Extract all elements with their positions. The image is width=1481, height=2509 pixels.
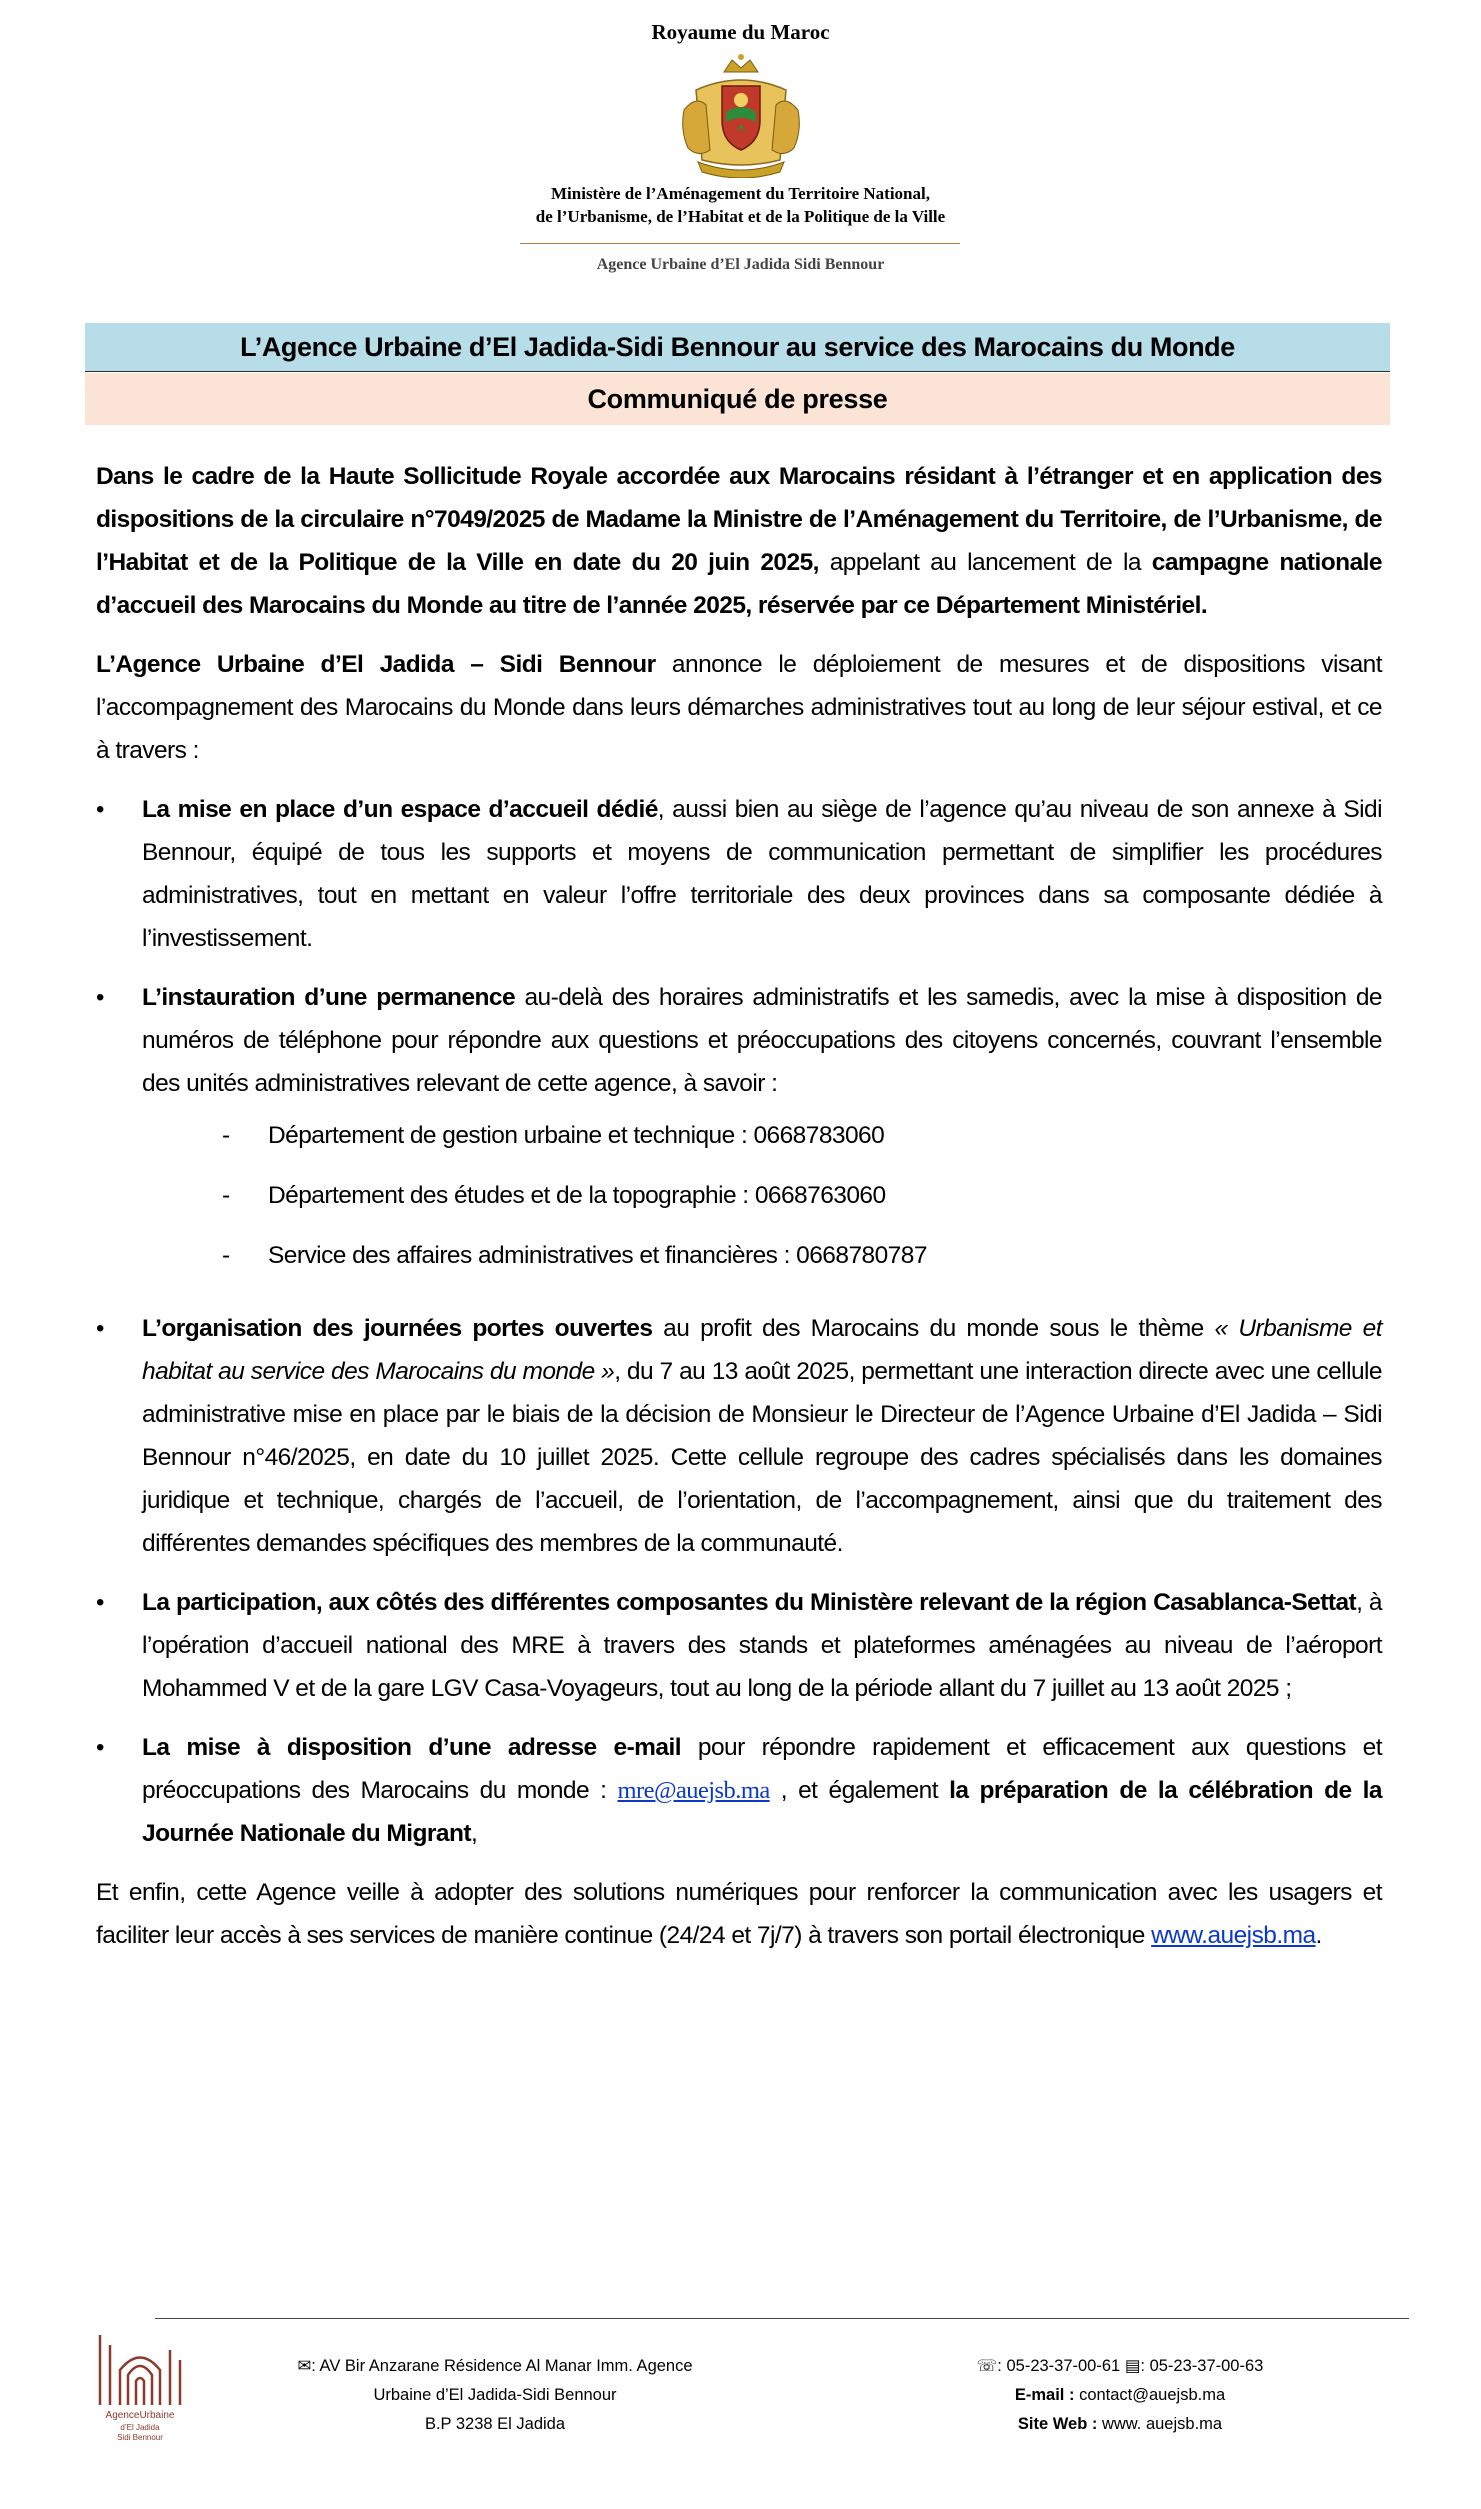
bullet-1-bold: La mise en place d’un espace d’accueil dédié (142, 796, 658, 823)
list-item (96, 976, 1382, 1291)
address-line-3: B.P 3238 El Jadida (424, 2415, 566, 2433)
closing-end: . (1315, 1922, 1322, 1949)
bullet-5-bold-2: la préparation de la célébration de la Journée Nationale du Migrant (142, 1777, 1382, 1847)
email-link[interactable]: mre@auejsb.ma (617, 1777, 770, 1804)
document-subtitle: Communiqué de presse (85, 373, 1390, 425)
phone-item-text: Service des affaires administratives et financières : 0668780787 (268, 1242, 927, 1269)
bullet-2-text: au-delà des horaires administratifs et les samedis, avec la mise à disposition de numéros de téléphone pour répondre aux questions et préoccupations des citoyens concernés, couvrant l’ensemble des unités administratives relevant de cette agence, à savoir : (142, 984, 1382, 1097)
kingdom-heading: Royaume du Maroc (651, 20, 830, 44)
agency-heading: Agence Urbaine d’El Jadida Sidi Bennour (596, 256, 885, 273)
bullet-2-bold: L’instauration d’une permanence (142, 984, 516, 1011)
fax-number: : 05-23-37-00-63 (1140, 2357, 1264, 2375)
bullet-3-bold: L’organisation des journées portes ouvertes (142, 1315, 653, 1342)
header-divider (520, 243, 960, 244)
announcement-paragraph (96, 643, 1382, 772)
closing-paragraph (96, 1871, 1382, 1957)
fax-icon: ▤ (1124, 2357, 1141, 2375)
bullet-icon: • (96, 1315, 104, 1342)
bullet-5-text-2: , et également (769, 1777, 950, 1804)
bullet-4-text: , à l’opération d’accueil national des MRE à travers des stands et plateformes aménagées au niveau de l’aéroport Mohammed V et de la gare LGV Casa-Voyageurs, tout au long de la période allant du 7 juillet au 13 août 2025 ; (142, 1589, 1382, 1702)
list-item (96, 1581, 1382, 1710)
bullet-4-bold: La participation, aux côtés des différentes composantes du Ministère relevant de la région Casablanca-Settat (142, 1589, 1357, 1616)
bullet-1-text: , aussi bien au siège de l’agence qu’au niveau de son annexe à Sidi Bennour, équipé de tous les supports et moyens de communication permettant de simplifier les procédures administratives, tout en mettant en valeur l’offre territoriale des deux provinces dans sa composante dédiée à l’investissement. (142, 796, 1382, 952)
intro-bold-2: campagne nationale d’accueil des Marocains du Monde au titre de l’année 2025, réservée par ce Département Ministériel. (96, 549, 1382, 619)
bullet-icon: • (96, 1734, 104, 1761)
phone-item-text: Département de gestion urbaine et technique : 0668783060 (268, 1122, 885, 1149)
mailbox-icon: ✉ (297, 2357, 312, 2375)
bullet-3-text-1: au profit des Marocains du monde sous le thème (652, 1315, 1215, 1342)
dash-icon: - (222, 1242, 230, 1269)
document-body (96, 455, 1382, 1973)
bullet-3-text-2: , du 7 au 13 août 2025, permettant une interaction directe avec une cellule administrative mise en place par le biais de la décision de Monsieur le Directeur de l’Agence Urbaine d’El Jadida – Sidi Bennour n°46/2025, en date du 10 juillet 2025. Cette cellule regroupe des cadres spécialisés dans les domaines juridique et technique, chargés de l’accueil, de l’orientation, de l’accompagnement, ainsi que du traitement des différentes demandes spécifiques des membres de la communauté. (142, 1358, 1383, 1557)
bullet-5-text-3: , (471, 1820, 478, 1847)
ministry-line-1: Ministère de l’Aménagement du Territoire National, (551, 184, 930, 203)
svg-text:Sidi Bennour: Sidi Bennour (117, 2433, 163, 2442)
phone-item (142, 1231, 1382, 1291)
royal-emblem-icon (676, 50, 806, 178)
list-item (96, 1726, 1382, 1855)
address-line-2: Urbaine d’El Jadida-Sidi Bennour (373, 2386, 617, 2404)
ministry-line-2: de l’Urbanisme, de l’Habitat et de la Politique de la Ville (535, 207, 946, 226)
phone-numbers-list (142, 1111, 1382, 1291)
list-item (96, 788, 1382, 960)
measures-list (96, 788, 1382, 1855)
svg-text:d’El Jadida: d’El Jadida (120, 2423, 160, 2432)
web-label: Site Web : (1017, 2415, 1098, 2433)
logo-text: AgenceUrbaine (105, 2410, 175, 2421)
dash-icon: - (222, 1122, 230, 1149)
footer-divider (155, 2318, 1409, 2319)
bullet-icon: • (96, 984, 104, 1011)
footer-website[interactable]: www. auejsb.ma (1101, 2415, 1223, 2433)
bullet-5-bold: La mise à disposition d’une adresse e-mail (142, 1734, 682, 1761)
document-title: L’Agence Urbaine d’El Jadida-Sidi Bennour au service des Marocains du Monde (85, 323, 1390, 372)
intro-text: appelant au lancement de la (818, 549, 1152, 576)
footer-contact (900, 2352, 1340, 2439)
phone-item-text: Département des études et de la topographie : 0668763060 (268, 1182, 886, 1209)
announcement-bold: L’Agence Urbaine d’El Jadida – Sidi Bennour (96, 651, 656, 678)
dash-icon: - (222, 1182, 230, 1209)
address-line-1: : AV Bir Anzarane Résidence Al Manar Imm. Agence (311, 2357, 693, 2375)
intro-paragraph (96, 455, 1382, 627)
contact-email[interactable]: contact@auejsb.ma (1079, 2386, 1226, 2404)
phone-item (142, 1111, 1382, 1171)
bullet-3-theme: « Urbanisme et habitat au service des Marocains du monde » (142, 1315, 1382, 1385)
footer-address (260, 2352, 730, 2439)
ministry-name (0, 182, 1481, 228)
bullet-icon: • (96, 796, 104, 823)
list-item (96, 1307, 1382, 1565)
announcement-text: annonce le déploiement de mesures et de dispositions visant l’accompagnement des Marocains du Monde dans leurs démarches administratives tout au long de leur séjour estival, et ce à travers : (96, 651, 1382, 764)
phone-number: : 05-23-37-00-61 (997, 2357, 1121, 2375)
closing-text: Et enfin, cette Agence veille à adopter des solutions numériques pour renforcer la communication avec les usagers et faciliter leur accès à ses services de manière continue (24/24 et 7j/7) à travers son portail électronique (96, 1879, 1382, 1949)
bullet-icon: • (96, 1589, 104, 1616)
phone-item (142, 1171, 1382, 1231)
bullet-5-text-1: pour répondre rapidement et efficacement aux questions et préoccupations des Marocains du monde : (142, 1734, 1382, 1804)
email-label: E-mail : (1014, 2386, 1075, 2404)
phone-icon: ☏ (976, 2357, 998, 2375)
website-link[interactable]: www.auejsb.ma (1151, 1922, 1316, 1949)
agency-logo-icon (90, 2325, 190, 2445)
intro-bold-1: Dans le cadre de la Haute Sollicitude Royale accordée aux Marocains résidant à l’étranger et en application des dispositions de la circulaire n°7049/2025 de Madame la Ministre de l’Aménagement du Territoire, de l’Urbanisme, de l’Habitat et de la Politique de la Ville en date du 20 juin 2025, (96, 463, 1382, 576)
